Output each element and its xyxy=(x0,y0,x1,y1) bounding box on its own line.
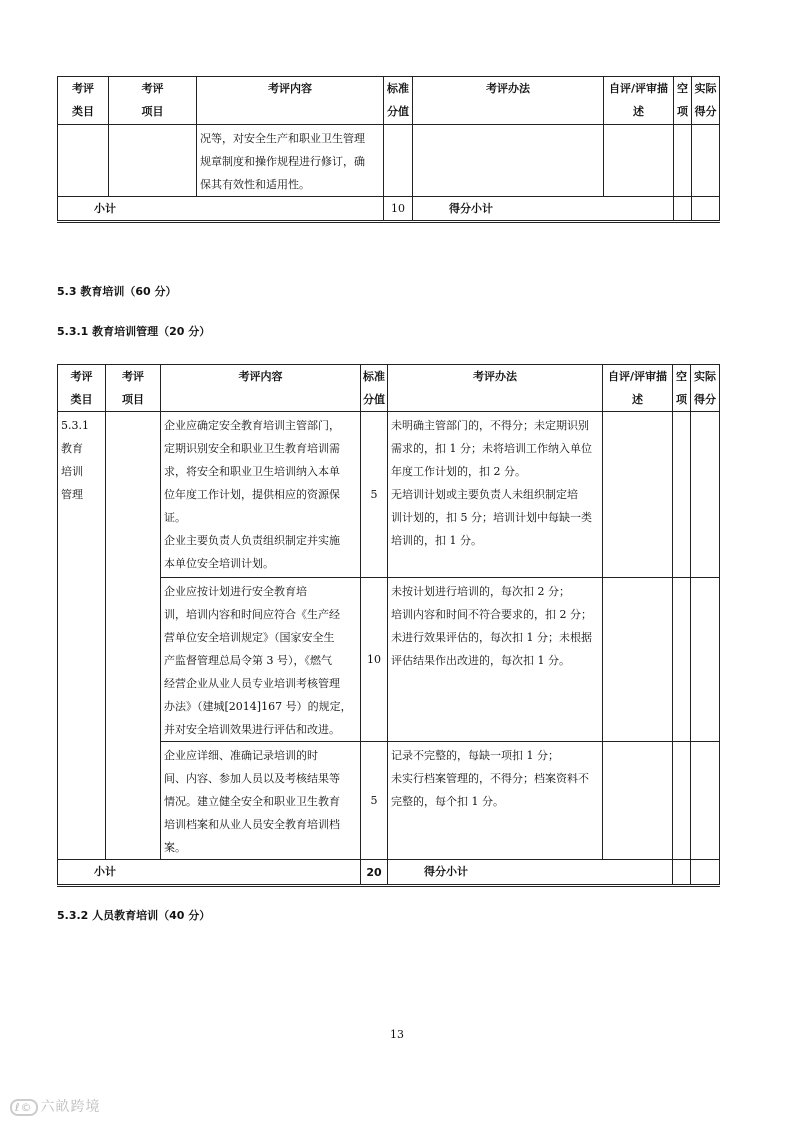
score-cell: 5 xyxy=(361,412,388,578)
header-method: 考评办法 xyxy=(388,365,603,412)
actual-cell xyxy=(691,412,720,578)
education-training-table xyxy=(57,364,720,885)
subtotal-row: 小计 xyxy=(58,197,384,221)
watermark-logo-icon: ℓ© xyxy=(10,1099,38,1116)
header-actual: 实际 得分 xyxy=(691,365,720,412)
watermark xyxy=(10,1096,101,1116)
category-cell xyxy=(58,125,109,197)
score-cell xyxy=(384,125,413,197)
blank-cell xyxy=(673,412,691,578)
content-cell: 企业应详细、准确记录培训的时 间、内容、参加人员以及考核结果等 情况。建立健全安全和职业卫生教育 培训档案和从业人员安全教育培训档 案。 xyxy=(161,742,361,860)
header-blank: 空 项 xyxy=(673,365,691,412)
item-cell xyxy=(106,412,161,860)
content-cell: 况等，对安全生产和职业卫生管理 规章制度和操作规程进行修订，确 保其有效性和适用性。 xyxy=(197,125,384,197)
actual-cell xyxy=(692,197,720,221)
actual-cell xyxy=(691,860,720,885)
subtotal-score: 10 xyxy=(384,197,413,221)
content-cell: 企业应确定安全教育培训主管部门， 定期识别安全和职业卫生教育培训需 求，将安全和职业卫生培训纳入本单 位年度工作计划，提供相应的资源保 证。 企业主要负责人负责组织制定并实施 本单位安全培训计划。 xyxy=(161,412,361,578)
header-method: 考评办法 xyxy=(413,77,604,125)
top-evaluation-table xyxy=(57,76,720,221)
header-blank: 空 项 xyxy=(674,77,692,125)
self-eval-cell xyxy=(604,125,674,197)
blank-cell xyxy=(673,578,691,742)
subtotal-row: 小计 xyxy=(58,860,361,885)
self-eval-cell xyxy=(603,742,673,860)
item-cell xyxy=(109,125,197,197)
self-eval-cell xyxy=(603,578,673,742)
content-cell: 企业应按计划进行安全教育培 训，培训内容和时间应符合《生产经 营单位安全培训规定》（国家安全生 产监督管理总局令第 3 号），《燃气 经营企业从业人员专业培训考核管理 办法》（建城[2014]167 号）的规定， 并对安全培训效果进行评估和改进。 xyxy=(161,578,361,742)
header-score: 标准 分值 xyxy=(384,77,413,125)
section-heading-5-3-1: 5.3.1 教育培训管理（20 分） xyxy=(57,325,211,338)
method-cell: 记录不完整的，每缺一项扣 1 分； 未实行档案管理的，不得分；档案资料不 完整的，每个扣 1 分。 xyxy=(388,742,603,860)
self-eval-cell xyxy=(603,412,673,578)
header-self-eval: 自评/评审描 述 xyxy=(604,77,674,125)
subtotal-score: 20 xyxy=(361,860,388,885)
watermark-text: 六畝跨境 xyxy=(40,1099,101,1115)
header-actual: 实际 得分 xyxy=(692,77,720,125)
table-bottom-rule xyxy=(57,886,720,887)
header-content: 考评内容 xyxy=(161,365,361,412)
blank-cell xyxy=(673,860,691,885)
score-subtotal-label: 得分小计 xyxy=(388,860,673,885)
actual-cell xyxy=(691,742,720,860)
actual-cell xyxy=(691,578,720,742)
header-content: 考评内容 xyxy=(197,77,384,125)
header-category: 考评 类目 xyxy=(58,365,106,412)
score-cell: 5 xyxy=(361,742,388,860)
header-item: 考评 项目 xyxy=(106,365,161,412)
header-score: 标准 分值 xyxy=(361,365,388,412)
header-category: 考评 类目 xyxy=(58,77,109,125)
actual-cell xyxy=(692,125,720,197)
category-cell: 5.3.1 教育 培训 管理 xyxy=(58,412,106,860)
method-cell: 未按计划进行培训的，每次扣 2 分； 培训内容和时间不符合要求的，扣 2 分； 未进行效果评估的，每次扣 1 分；未根据 评估结果作出改进的，每次扣 1 分。 xyxy=(388,578,603,742)
method-cell xyxy=(413,125,604,197)
page-number: 13 xyxy=(390,1028,404,1041)
method-cell: 未明确主管部门的，不得分；未定期识别 需求的，扣 1 分；未将培训工作纳入单位 年度工作计划的，扣 2 分。 无培训计划或主要负责人未组织制定培 训计划的，扣 5 分；培训计划中每缺一类 培训的，扣 1 分。 xyxy=(388,412,603,578)
header-self-eval: 自评/评审描 述 xyxy=(603,365,673,412)
section-heading-5-3: 5.3 教育培训（60 分） xyxy=(57,285,177,298)
blank-cell xyxy=(674,125,692,197)
blank-cell xyxy=(674,197,692,221)
blank-cell xyxy=(673,742,691,860)
header-item: 考评 项目 xyxy=(109,77,197,125)
section-heading-5-3-2: 5.3.2 人员教育培训（40 分） xyxy=(57,909,211,922)
table-row xyxy=(58,412,720,578)
score-subtotal-label: 得分小计 xyxy=(413,197,674,221)
score-cell: 10 xyxy=(361,578,388,742)
table-bottom-rule xyxy=(57,222,720,223)
